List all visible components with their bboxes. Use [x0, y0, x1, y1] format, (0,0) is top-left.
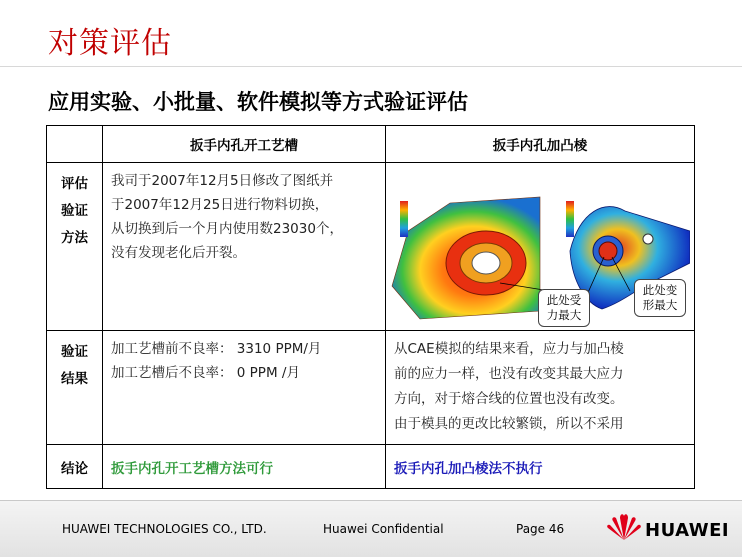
- max-stress-callout: [538, 289, 590, 327]
- text-line: 方向，对于熔合线的位置也没有改变。: [394, 391, 624, 407]
- header-rib-method: 扳手内孔加凸棱: [386, 126, 695, 163]
- text-line: 没有发现老化后开裂。: [111, 245, 246, 261]
- text-line: 加工艺槽后不良率： 0 PPM /月: [111, 365, 300, 381]
- text-line: 前的应力一样，也没有改变其最大应力: [394, 366, 624, 382]
- text-line: 我司于2007年12月5日修改了图纸并: [111, 173, 334, 189]
- result-slot-text: [103, 331, 386, 445]
- slide-subtitle: 应用实验、小批量、软件模拟等方式验证评估: [48, 90, 468, 114]
- header-slot-method: 扳手内孔开工艺槽: [103, 126, 386, 163]
- cae-simulation-image-cell: [386, 163, 695, 331]
- callout-line: 此处变: [642, 283, 678, 297]
- result-rib-text: [386, 331, 695, 445]
- conclusion-slot: 扳手内孔开工艺槽方法可行: [103, 445, 386, 489]
- huawei-logo-text: HUAWEI: [645, 520, 730, 541]
- evaluation-table: [46, 125, 695, 489]
- text-line: 于2007年12月25日进行物料切换，: [111, 197, 329, 213]
- text-line: 从CAE模拟的结果来看，应力与加凸棱: [394, 341, 624, 357]
- row-label-line: 验证: [61, 344, 88, 360]
- callout-line: 形最大: [642, 298, 678, 312]
- row-label-line: 验证: [61, 203, 88, 219]
- callout-line: 力最大: [546, 308, 582, 322]
- row-label-line: 方法: [61, 230, 88, 246]
- callout-line: 此处受: [546, 293, 582, 307]
- row-label-result: [47, 331, 103, 445]
- footer-confidential: Huawei Confidential: [323, 522, 444, 536]
- text-line: 从切换到后一个月内使用数23030个，: [111, 221, 343, 237]
- row-label-evaluation: [47, 163, 103, 331]
- footer-company: HUAWEI TECHNOLOGIES CO., LTD.: [62, 522, 267, 536]
- row-label-conclusion: 结论: [47, 445, 103, 489]
- max-deformation-callout: [634, 279, 686, 317]
- text-line: 加工艺槽前不良率： 3310 PPM/月: [111, 341, 322, 357]
- evaluation-slot-text: [103, 163, 386, 331]
- conclusion-rib: 扳手内孔加凸棱法不执行: [386, 445, 695, 489]
- row-label-line: 结果: [61, 371, 88, 387]
- footer-page-number: Page 46: [516, 522, 565, 536]
- text-line: 由于模具的更改比较繁锁，所以不采用: [394, 416, 624, 432]
- row-label-line: 评估: [61, 176, 88, 192]
- title-divider: [0, 66, 742, 67]
- huawei-logo-icon: [606, 512, 642, 542]
- header-empty: [47, 126, 103, 163]
- slide-title: 对策评估: [48, 26, 172, 61]
